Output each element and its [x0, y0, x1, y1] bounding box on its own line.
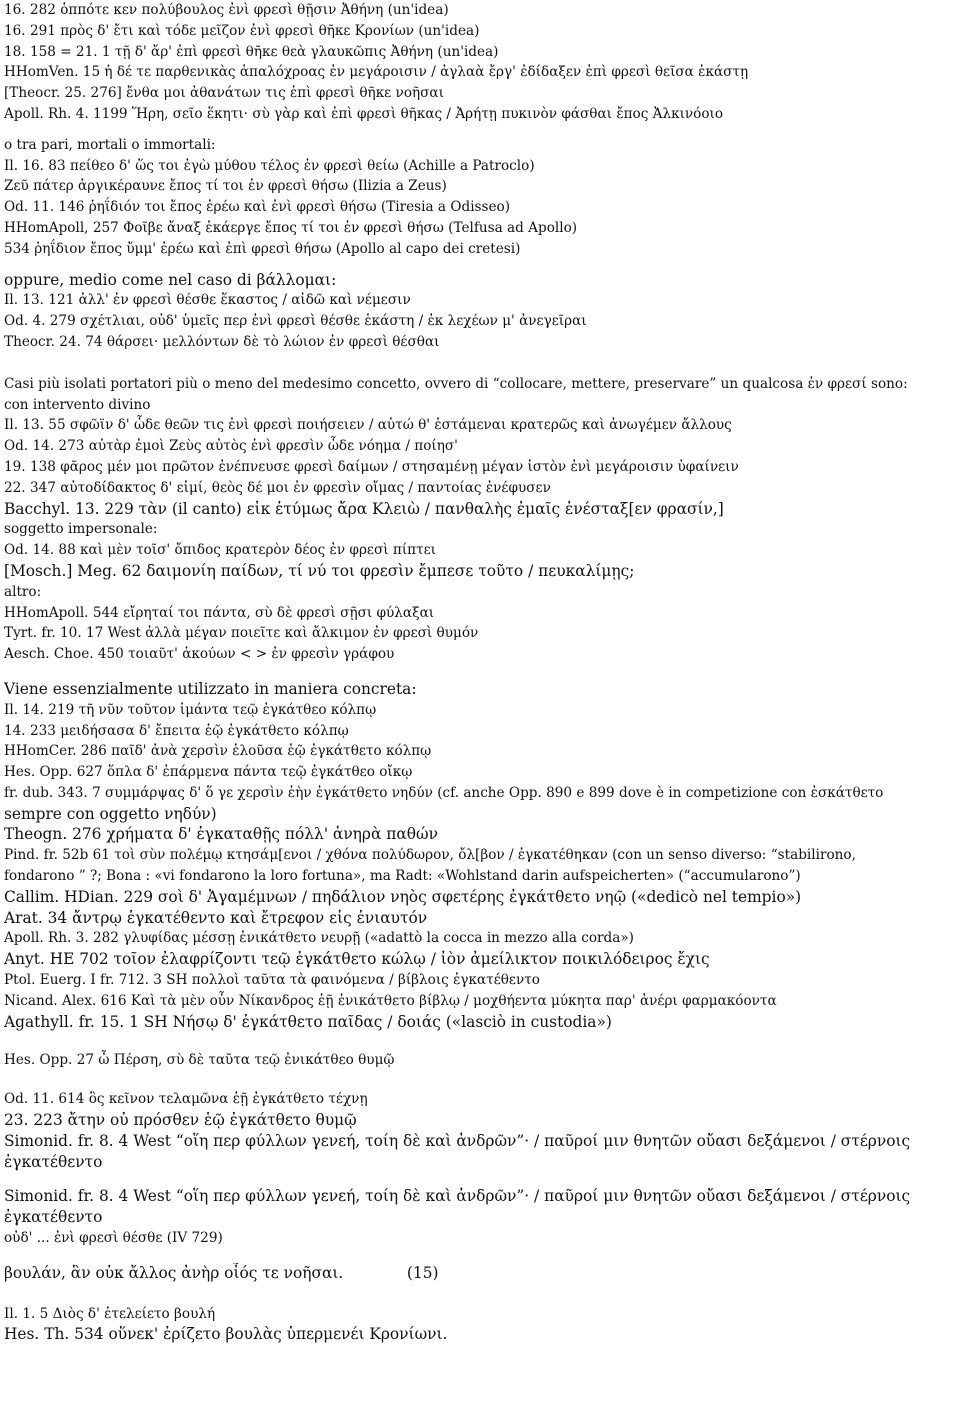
text-line: οὐδ' ... ἐνὶ φρεσὶ θέσθε (IV 729) [4, 1230, 223, 1247]
text-line: Il. 13. 55 σφῶϊν δ' ὧδε θεῶν τις ἐνὶ φρεσὶ ποιήσειεν / αὐτώ θ' ἑστάμεναι κρατερῶς καὶ ἀνωγέμεν ἄλλους [4, 417, 732, 434]
text-line: Hes. Opp. 27 ὦ Πέρση, σὺ δὲ ταῦτα τεῷ ἐνικάτθεο θυμῷ [4, 1052, 395, 1069]
text-line: HHomCer. 286 παῖδ' ἀνὰ χερσὶν ἑλοῦσα ἑῷ ἐγκάτθετο κόλπῳ [4, 743, 432, 760]
text-line: 19. 138 φᾶρος μέν μοι πρῶτον ἐνέπνευσε φρεσὶ δαίμων / στησαμένῃ μέγαν ἱστὸν ἐνὶ μεγάροισιν ὑφαίνειν [4, 458, 739, 475]
text-line: Apoll. Rh. 4. 1199 Ἥρη, σεῖο ἕκητι· σὺ γὰρ καὶ ἐπὶ φρεσὶ θῆκας / Ἀρήτῃ πυκινὸν φάσθαι ἔπος Ἀλκινόοιο [4, 105, 724, 122]
text-line: Theogn. 276 χρήματα δ' ἐγκαταθῇς πόλλ' ἀνηρὰ παθών [4, 825, 438, 844]
text-line: [Mosch.] Meg. 62 δαιμονίη παίδων, τί νύ τοι φρεσὶν ἔμπεσε τοῦτο / πευκαλίμῃς; [4, 561, 635, 580]
text-line: Aesch. Choe. 450 τοιαῦτ' ἀκούων < > ἐν φρεσὶν γράφου [4, 646, 395, 663]
text-line: Hes. Th. 534 οὕνεκ' ἐρίζετο βουλὰς ὑπερμενέι Κρονίωνι. [4, 1325, 448, 1344]
text-line: 18. 158 = 21. 1 τῇ δ' ἄρ' ἐπὶ φρεσὶ θῆκε θεὰ γλαυκῶπις Ἀθήνη (un'idea) [4, 43, 499, 60]
text-line: 23. 223 ἄτην οὐ πρόσθεν ἑῷ ἐγκάτθετο θυμῷ [4, 1111, 357, 1130]
section-heading: altro: [4, 583, 42, 600]
text-line: Od. 4. 279 σχέτλιαι, οὐδ' ὑμεῖς περ ἐνὶ φρεσὶ θέσθε ἑκάστη / ἐκ λεχέων μ' ἀνεγεῖραι [4, 313, 587, 330]
text-line: sempre con oggetto νηδύν) [4, 804, 217, 823]
text-line: Od. 14. 273 αὐτὰρ ἐμοὶ Ζεὺς αὐτὸς ἐνὶ φρεσὶν ὧδε νόημα / ποίησ' [4, 438, 458, 455]
text-line: 14. 233 μειδήσασα δ' ἔπειτα ἑῷ ἐγκάτθετο κόλπῳ [4, 722, 349, 739]
section-heading: soggetto impersonale: [4, 521, 158, 538]
text-line: Anyt. HE 702 τοῖον ἐλαφρίζοντι τεῷ ἐγκάτθετο κώλῳ / ἰὸν ἀμείλικτον ποικιλόδειρος ἔχις [4, 950, 710, 969]
text-line: Il. 13. 121 ἀλλ' ἐν φρεσὶ θέσθε ἕκαστος / αἰδῶ καὶ νέμεσιν [4, 292, 411, 309]
text-line: 534 ῥηΐδιον ἔπος ὔμμ' ἐρέω καὶ ἐπὶ φρεσὶ θήσω (Apollo al capo dei cretesi) [4, 240, 521, 257]
section-heading: oppure, medio come nel caso di βάλλομαι: [4, 270, 337, 289]
verse-line: βουλάν, ἃν οὐκ ἄλλος ἀνὴρ οἷός τε νοῆσαι. (15) [4, 1263, 439, 1282]
section-heading: Viene essenzialmente utilizzato in maniera concreta: [4, 679, 417, 698]
text-line: Nicand. Alex. 616 Καὶ τὰ μὲν οὖν Νίκανδρος ἑῇ ἐνικάτθετο βίβλῳ / μοχθήεντα μύκητα παρ' ἀνέρι φαρμακόοντα [4, 992, 777, 1009]
paragraph: Simonid. fr. 8. 4 West “οἵη περ φύλλων γενεή, τοίη δὲ καὶ ἀνδρῶν”· / παῦροί μιν θνητῶν οὔασι δεξάμενοι / στέρνοις ἐγκατέθεντο [4, 1131, 911, 1171]
text-line: Od. 14. 88 καὶ μὲν τοῖσ' ὄπιδος κρατερὸν δέος ἐν φρεσὶ πίπτει [4, 542, 436, 559]
text-line: Theocr. 24. 74 θάρσει· μελλόντων δὲ τὸ λώιον ἐν φρεσὶ θέσθαι [4, 333, 440, 350]
text-line: Il. 16. 83 πείθεο δ' ὥς τοι ἐγὼ μύθου τέλος ἐν φρεσὶ θείω (Achille a Patroclo) [4, 157, 535, 174]
text-line: Tyrt. fr. 10. 17 West ἀλλὰ μέγαν ποιεῖτε καὶ ἄλκιμον ἐν φρεσὶ θυμόν [4, 625, 479, 642]
section-heading: con intervento divino [4, 396, 151, 413]
text-line: Apoll. Rh. 3. 282 γλυφίδας μέσσῃ ἐνικάτθετο νευρῇ («adattò la cocca in mezzo alla corda») [4, 930, 634, 947]
paragraph: Casi più isolati portatori più o meno del medesimo concetto, ovvero di “collocare, mettere, preservare” un qualcosa ἐν φρεσί sono: [4, 375, 908, 392]
text-line: fr. dub. 343. 7 συμμάρψας δ' ὅ γε χερσὶν ἑὴν ἐγκάτθετο νηδύν (cf. anche Opp. 890 e 899 dove è in competizione con ἐσκάτθετο [4, 784, 884, 801]
text-line: fondarono ” ?; Bona : «vi fondarono la loro fortuna», ma Radt: «Wohlstand darin aufspeicherten» (“accumularono”) [4, 868, 801, 885]
text-line: Callim. HDian. 229 σοὶ δ' Ἀγαμέμνων / πηδάλιον νηὸς σφετέρης ἐγκάτθετο νηῷ («dedicò nel tempio») [4, 887, 802, 906]
text-line: Od. 11. 146 ῥηΐδιόν τοι ἔπος ἐρέω καὶ ἐνὶ φρεσὶ θήσω (Tiresia a Odisseo) [4, 199, 511, 216]
text-line: Ptol. Euerg. I fr. 712. 3 SH πολλοὶ ταῦτα τὰ φαινόμενα / βίβλοις ἐγκατέθεντο [4, 972, 540, 989]
text-line: Bacchyl. 13. 229 τὰν (il canto) εἰκ ἐτύμως ἄρα Κλειὼ / πανθαλὴς ἐμαῖς ἐνέσταξ[εν φρασίν,] [4, 499, 724, 518]
text-line: Il. 14. 219 τῆ νῦν τοῦτον ἱμάντα τεῷ ἐγκάτθεο κόλπῳ [4, 701, 377, 718]
text-line: Hes. Opp. 627 ὅπλα δ' ἐπάρμενα πάντα τεῷ ἐγκάτθεο οἴκῳ [4, 764, 413, 781]
text-line: Agathyll. fr. 15. 1 SH Νήσῳ δ' ἐγκάτθετο παῖδας / δοιάς («lasciò in custodia») [4, 1012, 612, 1031]
text-line: 22. 347 αὐτοδίδακτος δ' εἰμί, θεὸς δέ μοι ἐν φρεσὶν οἴμας / παντοίας ἐνέφυσεν [4, 479, 551, 496]
text-line: Il. 1. 5 Διὸς δ' ἐτελείετο βουλή [4, 1305, 216, 1322]
text-line: Od. 11. 614 ὃς κεῖνον τελαμῶνα ἑῇ ἐγκάτθετο τέχνῃ [4, 1091, 368, 1108]
section-heading: o tra pari, mortali o immortali: [4, 136, 216, 153]
text-line: 16. 282 ὁππότε κεν πολύβουλος ἐνὶ φρεσὶ θῇσιν Ἀθήνη (un'idea) [4, 2, 449, 18]
text-line: HHomApoll. 544 εἴρηταί τοι πάντα, σὺ δὲ φρεσὶ σῇσι φύλαξαι [4, 604, 435, 621]
paragraph: Simonid. fr. 8. 4 West “οἵη περ φύλλων γενεή, τοίη δὲ καὶ ἀνδρῶν”· / παῦροί μιν θνητῶν οὔασι δεξάμενοι / στέρνοις ἐγκατέθεντο [4, 1187, 911, 1227]
text-line: Pind. fr. 52b 61 τοὶ σὺν πολέμῳ κτησάμ[ενοι / χθόνα πολύδωρον, ὄλ[βον / ἐγκατέθηκαν (con un senso diverso: “stabilirono, [4, 847, 856, 864]
text-line: [Theocr. 25. 276] ἔνθα μοι ἀθανάτων τις ἐπὶ φρεσὶ θῆκε νοῆσαι [4, 85, 444, 102]
text-line: 16. 291 πρὸς δ' ἔτι καὶ τόδε μεῖζον ἐνὶ φρεσὶ θῆκε Κρονίων (un'idea) [4, 22, 480, 39]
document-body [4, 0, 956, 1345]
text-line: Arat. 34 ἄντρῳ ἐγκατέθεντο καὶ ἔτρεφον εἰς ἐνιαυτόν [4, 908, 428, 927]
text-line: HHomVen. 15 ἡ δέ τε παρθενικὰς ἁπαλόχροας ἐν μεγάροισιν / ἀγλαὰ ἔργ' ἐδίδαξεν ἐπὶ φρεσὶ θεῖσα ἑκάστῃ [4, 64, 749, 81]
text-line: Ζεῦ πάτερ ἀργικέραυνε ἔπος τί τοι ἐν φρεσὶ θήσω (Ilizia a Zeus) [4, 178, 447, 195]
text-line: HHomApoll, 257 Φοῖβε ἄναξ ἑκάεργε ἔπος τί τοι ἐν φρεσὶ θήσω (Telfusa ad Apollo) [4, 219, 578, 236]
